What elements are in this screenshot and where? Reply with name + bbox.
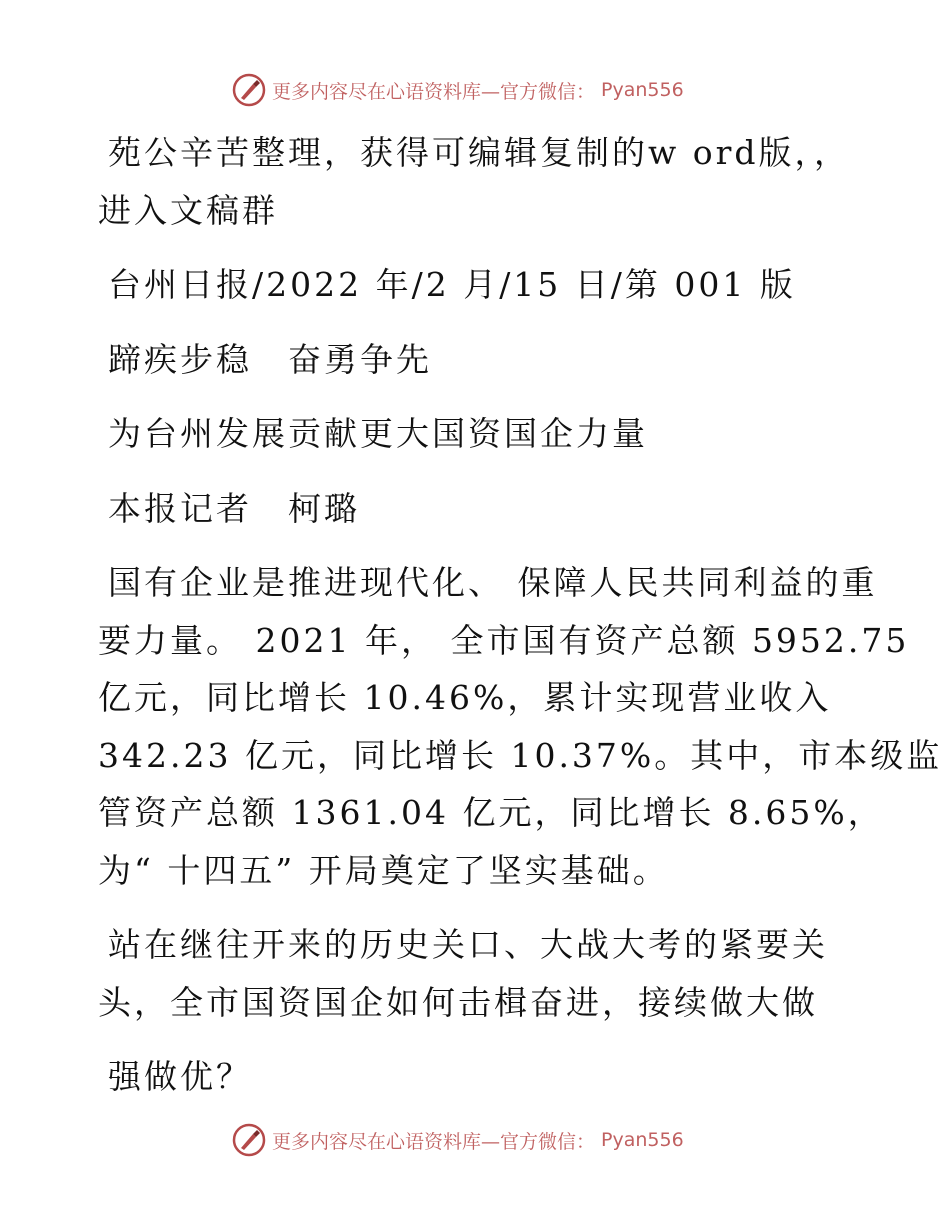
body-text-line: 管资产总额 1361.04 亿元，同比增长 8.65%， (98, 793, 884, 832)
publication-info: 台州日报/2022 年/2 月/15 日/第 001 版 (108, 265, 796, 304)
watermark-wechat-id: Pyan556 (601, 1129, 684, 1151)
byline: 本报记者 柯璐 (108, 488, 360, 528)
pen-logo-icon (232, 1123, 266, 1157)
watermark-wechat-id: Pyan556 (601, 79, 684, 101)
watermark-text: 更多内容尽在心语资料库—官方微信： (272, 80, 596, 103)
body-text-line: 国有企业是推进现代化、 保障人民共同利益的重 (108, 563, 878, 602)
headline: 蹄疾步稳 奋勇争先 (108, 339, 432, 379)
intro-line: 苑公辛苦整理，获得可编辑复制的w ord版，， (108, 133, 851, 172)
header-watermark (232, 70, 684, 110)
body-text-line: 站在继往开来的历史关口、大战大考的紧要关 (108, 925, 828, 964)
body-text-line: 为“ 十四五” 开局奠定了坚实基础。 (98, 850, 669, 890)
pen-logo-icon (232, 73, 266, 107)
intro-line: 进入文稿群 (98, 190, 278, 230)
body-text-line: 342.23 亿元，同比增长 10.37%。其中，市本级监 (98, 735, 943, 775)
body-text-line: 强做优？ (108, 1057, 252, 1096)
footer-watermark (232, 1120, 684, 1160)
watermark-text: 更多内容尽在心语资料库—官方微信： (272, 1130, 596, 1153)
body-text-line: 头，全市国资国企如何击楫奋进，接续做大做 (98, 982, 818, 1022)
subheadline: 为台州发展贡献更大国资国企力量 (108, 414, 648, 453)
body-text-line: 要力量。 2021 年， 全市国有资产总额 5952.75 (98, 620, 910, 660)
body-text-line: 亿元，同比增长 10.46%，累计实现营业收入 (98, 678, 832, 717)
document-body (98, 124, 943, 1106)
